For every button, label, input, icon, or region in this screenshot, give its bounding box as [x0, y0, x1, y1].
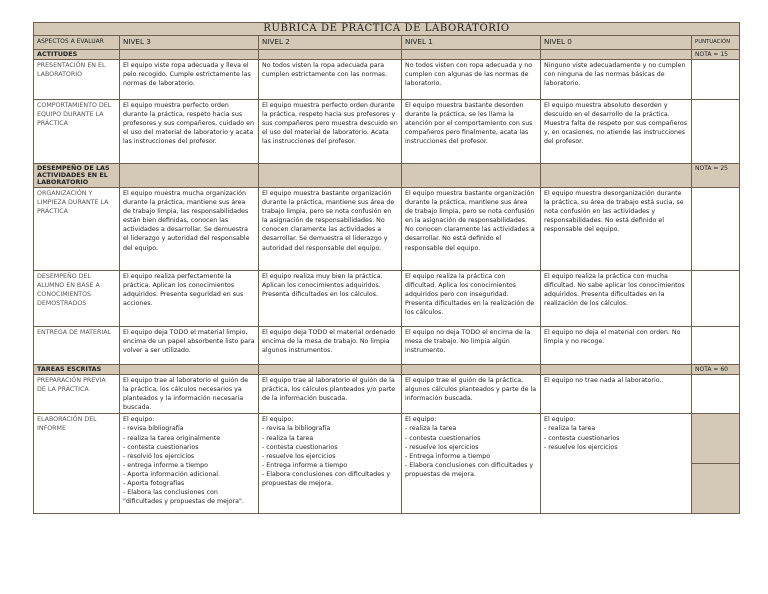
header-level-3: NIVEL 3	[120, 36, 259, 50]
score-cell	[692, 327, 740, 365]
level-cell: El equipo realiza la práctica con mucha dificultad. No sabe aplicar los conocimientos adquiridos. Presenta dificultades en la realización de los cálculos.	[541, 271, 692, 327]
section-spacer	[541, 164, 692, 188]
level-cell: El equipo trae el guión de la práctica, algunos cálculos planteados y parte de la información buscada.	[402, 375, 541, 414]
task-item: - Entrega informe a tiempo	[262, 461, 348, 469]
section-spacer	[259, 50, 402, 60]
task-item: - resuelve los ejercicios	[544, 443, 618, 451]
task-item: - realiza la tarea	[262, 434, 314, 442]
criterion-row	[34, 327, 740, 365]
level-cell: No todos visten con ropa adecuada y no cumplen con algunas de las normas de laboratorio.	[402, 60, 541, 100]
criterion-row	[34, 188, 740, 271]
criterion-label: PREPARACIÓN PREVIA DE LA PRÁCTICA	[34, 375, 120, 414]
score-cell	[692, 271, 740, 327]
level-cell: El equipo no deja el material con orden. No limpia y no recoge.	[541, 327, 692, 365]
level-cell: El equipo realiza muy bien la práctica. Aplican los conocimientos adquiridos. Presenta dificultades en los cálculos.	[259, 271, 402, 327]
task-item: - Elabora conclusiones con dificultades y propuestas de mejora.	[405, 461, 534, 478]
criterion-label: DESEMPEÑO DEL ALUMNO EN BASE A CONOCIMIENTOS DEMOSTRADOS	[34, 271, 120, 327]
task-item: - contesta cuestionarios	[405, 434, 481, 442]
section-row	[34, 50, 740, 60]
task-item: El equipo:	[123, 416, 155, 424]
section-spacer	[541, 365, 692, 375]
criterion-row	[34, 375, 740, 414]
task-item: - Elabora las conclusiones con "dificultades y propuestas de mejora".	[123, 489, 244, 506]
section-spacer	[402, 164, 541, 188]
task-item: - resuelve los ejercicios	[262, 452, 336, 460]
criterion-label: COMPORTAMIENTO DEL EQUIPO DURANTE LA PRÁCTICA	[34, 100, 120, 164]
task-item: - contesta cuestionarios	[544, 434, 620, 442]
task-item: - resolvió los ejercicios	[123, 452, 195, 460]
level-cell: El equipo muestra perfecto orden durante la práctica, respeto hacia sus profesores y sus compañeros pero muestra descuido en el uso del material de laboratorio. Acata las instrucciones del profesor.	[259, 100, 402, 164]
level-cell: Ninguno viste adecuadamente y no cumplen con ninguna de las normas básicas de laboratorio.	[541, 60, 692, 100]
level-cell: El equipo trae al laboratorio el guión de la práctica, los cálculos planteados y/o parte de la información buscada.	[259, 375, 402, 414]
criterion-label: ENTREGA DE MATERIAL	[34, 327, 120, 365]
section-spacer	[541, 50, 692, 60]
level-cell: El equipo trae al laboratorio el guión de la práctica, los cálculos necesarios ya planteados y la información necesaria buscada.	[120, 375, 259, 414]
header-level-0: NIVEL 0	[541, 36, 692, 50]
task-item: - Aporta fotografías	[123, 480, 185, 488]
score-cell	[692, 414, 740, 514]
level-cell: El equipo muestra bastante desorden durante la práctica, se les llama la atención por el comportamiento con sus compañeros pero finalmente, acata las instrucciones del profesor.	[402, 100, 541, 164]
task-item: - resuelve los ejercicios	[405, 443, 479, 451]
criterion-row	[34, 414, 740, 514]
level-cell: El equipo muestra bastante organización durante la práctica, mantiene sus área de trabajo limpia, pero se nota confusión en la asignación de responsabilidades. No conocen claramente las actividades a desarrollar. No está definido el responsable del equipo.	[402, 188, 541, 271]
header-score: PUNTUACIÓN	[692, 36, 740, 50]
task-item: - revisa la bibliografía	[262, 425, 331, 433]
section-label: TAREAS ESCRITAS	[34, 365, 120, 375]
criterion-label: ORGANIZACIÓN Y LIMPIEZA DURANTE LA PRÁCTICA	[34, 188, 120, 271]
section-label: DESEMPEÑO DE LAS ACTIVIDADES EN EL LABORATORIO	[34, 164, 120, 188]
section-spacer	[259, 365, 402, 375]
level-cell: El equipo muestra perfecto orden durante la práctica, respeto hacia sus profesores y sus compañeros, cuidado en el uso del material de laboratorio y acata las instrucciones del profesor.	[120, 100, 259, 164]
rubric-title: RÚBRICA DE PRÁCTICA DE LABORATORIO	[34, 23, 740, 36]
section-spacer	[402, 50, 541, 60]
section-row	[34, 164, 740, 188]
task-item: - Entrega informe a tiempo	[405, 452, 491, 460]
section-nota: NOTA = 60	[692, 365, 740, 375]
task-item: - realiza la tarea	[405, 425, 457, 433]
task-item: - contesta cuestionarios	[123, 443, 199, 451]
section-label: ACTITUDES	[34, 50, 120, 60]
criterion-row	[34, 60, 740, 100]
level-cell: El equipo muestra desorganización durante la práctica, su área de trabajo está sucia, se nota confusión en las actividades y responsabilidades. No está definido el responsable del equipo.	[541, 188, 692, 271]
level-cell: El equipo muestra absoluto desorden y descuido en el desarrollo de la práctica. Muestra falta de respeto por sus compañeros y, en ocasiones, no atiende las instrucciones del profesor.	[541, 100, 692, 164]
criterion-label: PRESENTACIÓN EN EL LABORATORIO	[34, 60, 120, 100]
task-list	[262, 415, 398, 488]
level-cell: El equipo muestra bastante organización durante la práctica, mantiene sus área de trabajo limpia, pero se nota confusión en la asignación de responsabilidades. No conocen claramente las actividades a desarrollar. Se demuestra el liderazgo y autoridad del responsable del equipo.	[259, 188, 402, 271]
header-aspect: ASPECTOS A EVALUAR	[34, 36, 120, 50]
title-row	[34, 23, 740, 36]
task-item: - Elabora conclusiones con dificultades y propuestas de mejora.	[262, 470, 391, 488]
task-item: El equipo:	[405, 416, 437, 424]
level-cell: El equipo no deja TODO el encima de la mesa de trabajo. No limpia algún instrumento.	[402, 327, 541, 365]
task-item: - contesta cuestionarios	[262, 443, 338, 451]
section-spacer	[259, 164, 402, 188]
level-cell	[402, 414, 541, 514]
score-cell	[692, 60, 740, 100]
section-spacer	[120, 50, 259, 60]
score-cell	[692, 100, 740, 164]
task-item: El equipo:	[544, 416, 576, 424]
header-level-1: NIVEL 1	[402, 36, 541, 50]
section-nota: NOTA = 25	[692, 164, 740, 188]
level-cell: El equipo realiza la práctica con dificultad. Aplica los conocimientos adquiridos pero con inseguridad. Presenta dificultades en la realización de los cálculos.	[402, 271, 541, 327]
level-cell: El equipo realiza perfectamente la práctica. Aplican los conocimientos adquiridos. Presenta seguridad en sus acciones.	[120, 271, 259, 327]
task-item: - revisa bibliografía	[123, 425, 184, 433]
task-item: - entrega informe a tiempo	[123, 461, 209, 469]
level-cell: No todos visten la ropa adecuada para cumplen estrictamente con las normas.	[259, 60, 402, 100]
level-cell: El equipo no trae nada al laboratorio..	[541, 375, 692, 414]
section-row	[34, 365, 740, 375]
score-split	[692, 414, 739, 464]
section-spacer	[402, 365, 541, 375]
header-row	[34, 36, 740, 50]
task-item: El equipo:	[262, 416, 294, 424]
score-cell	[692, 375, 740, 414]
task-list	[405, 415, 537, 479]
level-cell	[541, 414, 692, 514]
level-cell	[259, 414, 402, 514]
task-list	[123, 415, 255, 506]
score-cell	[692, 188, 740, 271]
criterion-row	[34, 271, 740, 327]
level-cell: El equipo muestra mucha organización durante la práctica, mantiene sus área de trabajo limpia, las responsabilidades están bien definidas, conocen las actividades a desarrollar. Se demuestra el liderazgo y autoridad del responsable del equipo.	[120, 188, 259, 271]
task-item: - realiza la tarea originalmente	[123, 434, 221, 442]
header-level-2: NIVEL 2	[259, 36, 402, 50]
level-cell	[120, 414, 259, 514]
criterion-row	[34, 100, 740, 164]
task-item: - Aporta información adicional.	[123, 470, 220, 478]
task-item: - realiza la tarea	[544, 425, 596, 433]
level-cell: El equipo deja TODO el material limpio, encima de un papel absorbente listo para volver a ser utilizado.	[120, 327, 259, 365]
level-cell: El equipo viste ropa adecuada y lleva el pelo recogido. Cumple estrictamente las normas de laboratorio.	[120, 60, 259, 100]
section-spacer	[120, 164, 259, 188]
level-cell: El equipo deja TODO el material ordenado encima de la mesa de trabajo. No limpia algunos instrumentos.	[259, 327, 402, 365]
section-nota: NOTA = 15	[692, 50, 740, 60]
rubric-table	[33, 22, 740, 514]
section-spacer	[120, 365, 259, 375]
criterion-label: ELABORACIÓN DEL INFORME	[34, 414, 120, 514]
task-list	[544, 415, 688, 451]
